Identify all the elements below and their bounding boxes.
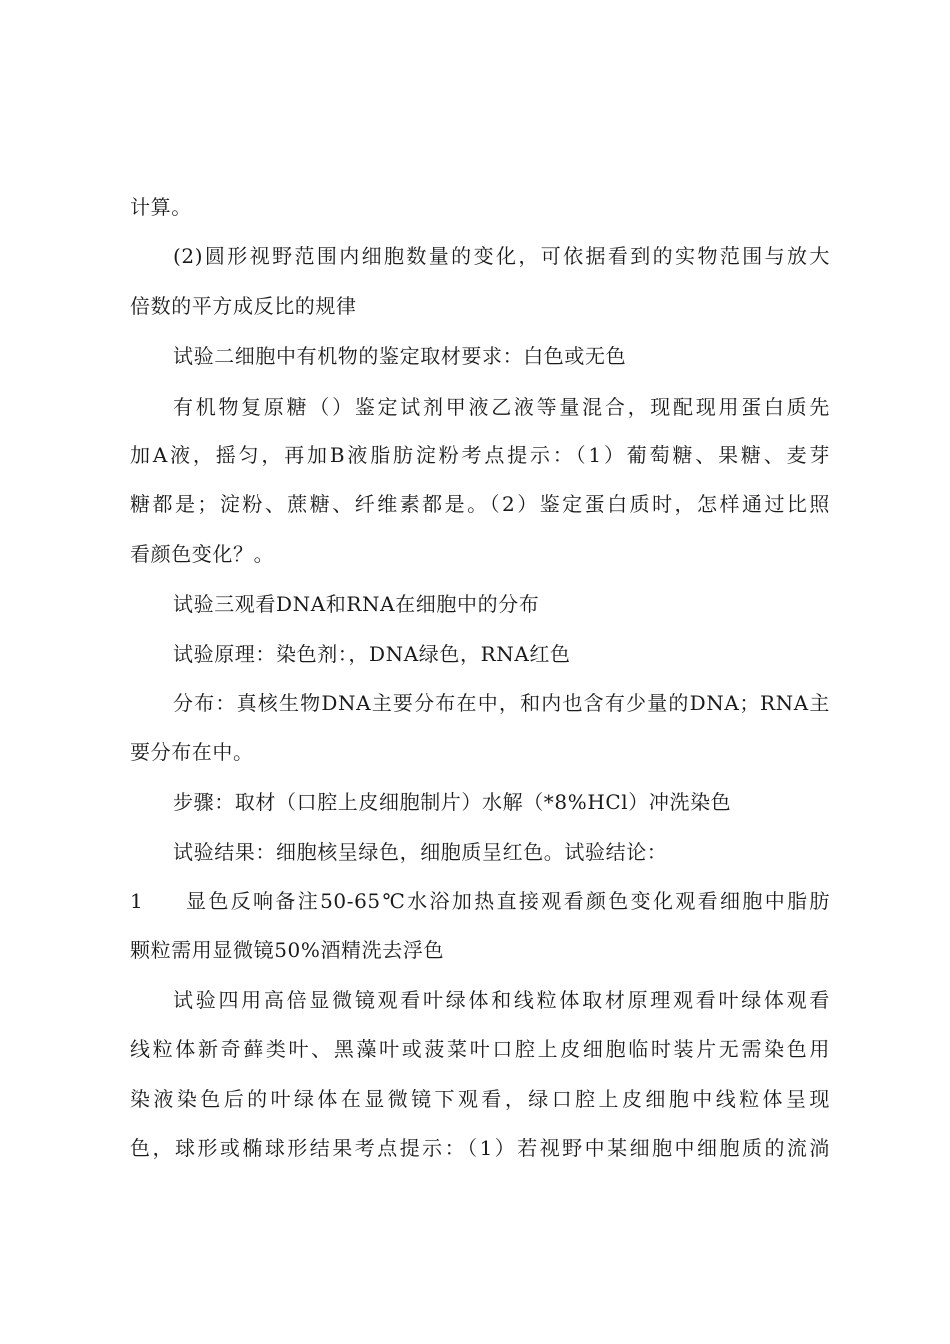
text-line: 试验二细胞中有机物的鉴定取材要求：白色或无色 — [173, 344, 627, 368]
text-line: 染液染色后的叶绿体在显微镜下观看，绿口腔上皮细胞中线粒体呈现 — [130, 1087, 830, 1111]
text-line: 步骤：取材（口腔上皮细胞制片）水解（*8%HCl）冲洗染色 — [173, 790, 732, 814]
text-line: 试验结果：细胞核呈绿色，细胞质呈红色。试验结论： — [173, 840, 668, 864]
text-line: 加A液，摇匀，再加B液脂肪淀粉考点提示：（1）葡萄糖、果糖、麦芽 — [130, 443, 830, 467]
text-line: 试验四用高倍显微镜观看叶绿体和线粒体取材原理观看叶绿体观看 — [173, 988, 830, 1012]
text-line: 看颜色变化？。 — [130, 542, 275, 566]
text-line: 分布：真核生物DNA主要分布在中，和内也含有少量的DNA；RNA主 — [173, 691, 830, 715]
text-line: (2)圆形视野范围内细胞数量的变化，可依据看到的实物范围与放大 — [173, 244, 830, 268]
text-line: 倍数的平方成反比的规律 — [130, 294, 357, 318]
text-line: 要分布在中。 — [130, 740, 254, 764]
text-line: 试验原理：染色剂：，DNA绿色，RNA红色 — [173, 642, 571, 666]
text-line: 色，球形或椭球形结果考点提示：（1）若视野中某细胞中细胞质的流淌 — [130, 1136, 830, 1160]
text-line: 有机物复原糖（）鉴定试剂甲液乙液等量混合，现配现用蛋白质先 — [173, 395, 830, 419]
text-line: 颗粒需用显微镜50%酒精洗去浮色 — [130, 938, 445, 962]
text-line: 糖都是；淀粉、蔗糖、纤维素都是。（2）鉴定蛋白质时，怎样通过比照 — [130, 492, 830, 516]
text-line: 试验三观看DNA和RNA在细胞中的分布 — [173, 592, 540, 616]
text-line: 线粒体新奇藓类叶、黑藻叶或菠菜叶口腔上皮细胞临时装片无需染色用 — [130, 1037, 830, 1061]
list-number: 1 — [130, 889, 143, 913]
text-line: 显色反响备注50-65℃水浴加热直接观看颜色变化观看细胞中脂肪 — [186, 889, 830, 913]
text-line: 计算。 — [130, 195, 192, 219]
